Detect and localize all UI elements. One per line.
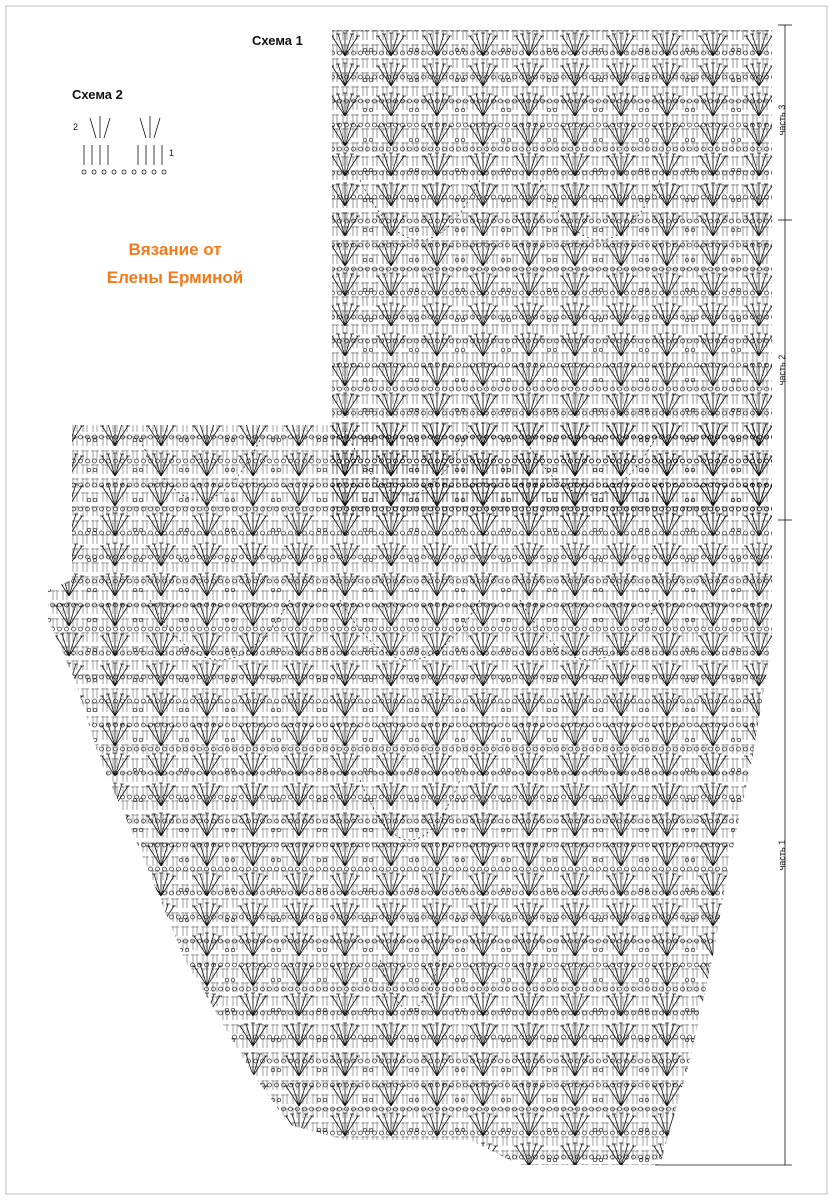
watermark — [60, 236, 290, 292]
part3-label: часть 3 — [777, 104, 787, 136]
row-marker-1: 1 — [169, 148, 175, 158]
watermark-line-2: Елены Ерминой — [106, 268, 244, 287]
row-marker-2: 2 — [73, 122, 79, 132]
lower-panel — [48, 425, 772, 1165]
part1-label: часть 1 — [777, 839, 787, 871]
watermark-line-1: Вязание от — [128, 240, 222, 259]
part2-label: часть 2 — [777, 354, 787, 386]
scheme2-chart — [82, 116, 166, 174]
scheme2-title: Схема 2 — [72, 87, 123, 102]
scheme1-title: Схема 1 — [252, 33, 303, 48]
